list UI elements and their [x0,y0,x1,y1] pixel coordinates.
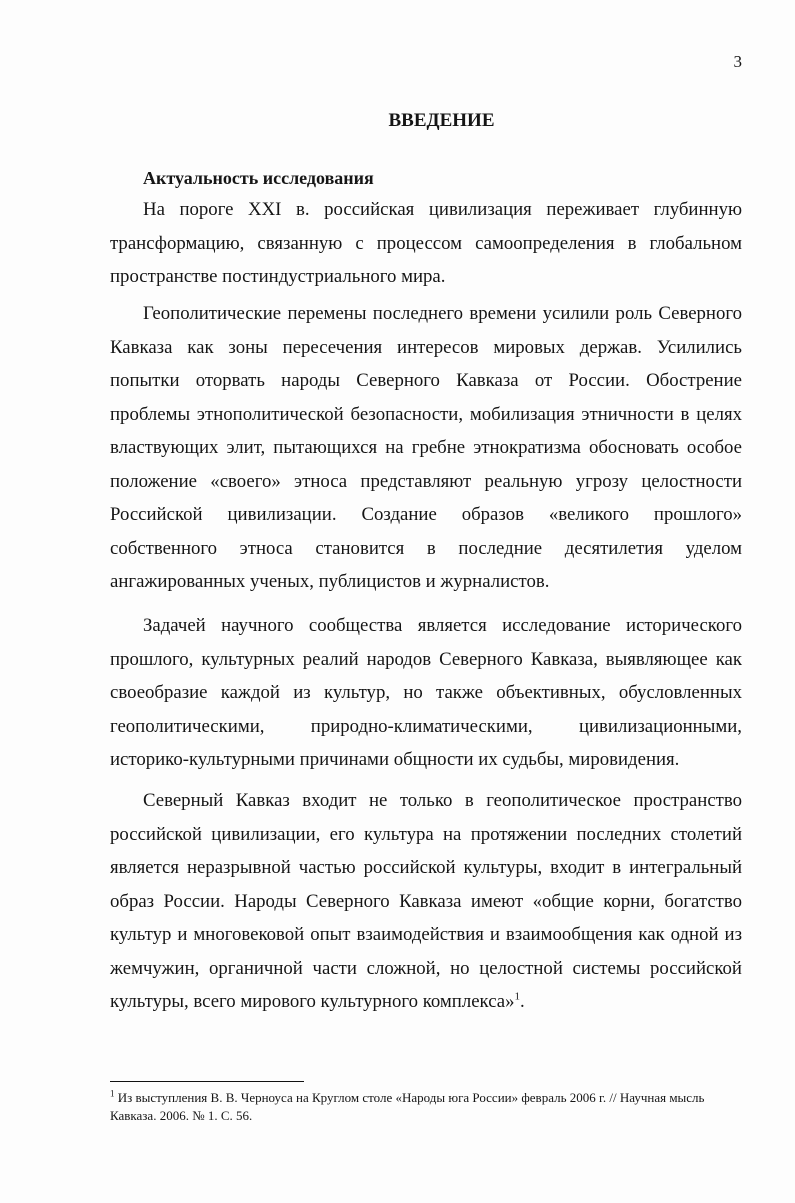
footnote-reference[interactable]: 1 [514,990,520,1003]
section-heading: Актуальность исследования [143,168,374,188]
paragraph-2: Геополитические перемены последнего времени усилили роль Северного Кавказа как зоны пересечения интересов мировых держав. Усилились попытки оторвать народы Северного Кавказа от России. Обострение проблемы этнополитической безопасности, мобилизация этничности в целях властвующих элит, пытающихся на гребне этнократизма обосновать особое положение «своего» этноса представляют реальную угрозу целостности Российской цивилизации. Создание образов «великого прошлого» собственного этноса становится в последние десятилетия уделом ангажированных ученых, публицистов и журналистов. [110,303,742,592]
page-number: 3 [733,52,742,71]
paragraph-4-text: Северный Кавказ входит не только в геополитическое пространство российской цивилизации, его культура на протяжении последних столетий является неразрывной частью российской культуры, входит в интегральный образ России. Народы Северного Кавказа имеют «общие корни, богатство культур и многовековой опыт взаимодействия и взаимообщения как одной из жемчужин, органичной части сложной, но целостной системы российской культуры, всего мирового культурного комплекса» [110,790,742,1012]
footnote-separator [110,1081,304,1082]
footnote [110,1089,742,1125]
footnote-text: Из выступления В. В. Черноуса на Круглом столе «Народы юга России» февраль 2006 г. // Научная мысль Кавказа. 2006. № 1. С. 56. [110,1090,705,1123]
paragraph-4 [110,784,742,1019]
paragraph-1: На пороге XXI в. российская цивилизация переживает глубинную трансформацию, связанную с процессом самоопределения в глобальном пространстве постиндустриального мира. [110,199,742,287]
footnote-marker: 1 [110,1088,115,1099]
page-title: ВВЕДЕНИЕ [388,110,495,131]
paragraph-4-end: . [520,991,525,1012]
paragraph-3: Задачей научного сообщества является исследование исторического прошлого, культурных реалий народов Северного Кавказа, выявляющее как своеобразие каждой из культур, но также объективных, обусловленных геополитическими, природно-климатическими, цивилизационными, историко-культурными причинами общности их судьбы, мировидения. [110,615,742,770]
